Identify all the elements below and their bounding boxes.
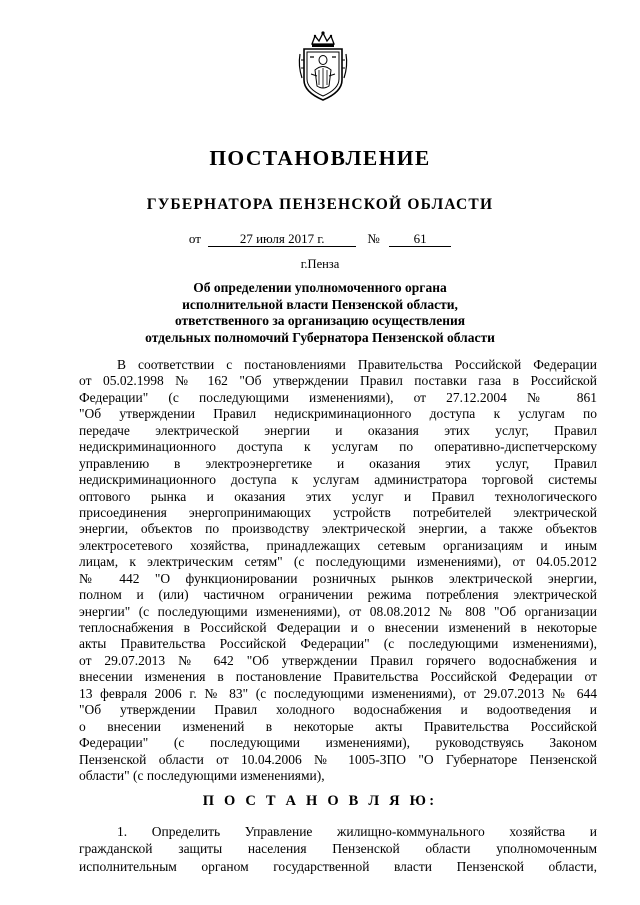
document-heading: [0, 280, 640, 346]
body-line: от 05.02.1998 № 162 "Об утверждении Правил поставки газа в Российской: [79, 373, 597, 389]
date-prefix: от: [188, 231, 201, 246]
body-line: "Об утверждении Правил холодного водоснабжения и водоотведения и: [79, 702, 597, 718]
body-line: полном и (или) частичном ограничении режима потребления электрической: [79, 587, 597, 603]
document-body: [79, 357, 597, 784]
item-line: гражданской защиты населения Пензенской области уполномоченным: [79, 841, 597, 857]
body-line: Федерации" (с последующими изменениями), руководствуясь Законом: [79, 735, 597, 751]
heading-line: ответственного за организацию осуществления: [174, 313, 466, 328]
body-line: теплоснабжения в Российской Федерации и о внесении изменений в некоторые: [79, 620, 597, 635]
document-title: ПОСТАНОВЛЕНИЕ: [209, 146, 431, 170]
body-line: о внесении изменений в некоторые акты Правительства Российской: [79, 718, 597, 734]
body-line: 13 февраля 2006 г. № 83" (с последующими изменениями), от 29.07.2013 № 644: [79, 685, 597, 701]
body-line: акты Правительства Российской Федерации" (с последующими изменениями),: [79, 636, 597, 652]
body-line: В соответствии с постановлениями Правительства Российской Федерации: [117, 357, 597, 372]
heading-line: исполнительной власти Пензенской области,: [182, 296, 458, 312]
body-line: № 442 "О функционировании розничных рынков электрической энергии,: [79, 570, 597, 586]
body-line: Пензенской области от 10.04.2006 № 1005-ЗПО "О Губернаторе Пензенской: [79, 751, 597, 767]
coat-of-arms-emblem: [296, 30, 350, 102]
body-line: Федерации" (с последующими изменениями), от 27.12.2004 № 861: [79, 389, 597, 405]
document-city: г.Пенза: [300, 257, 340, 271]
coat-of-arms-icon: [296, 30, 350, 102]
body-line: энергии" (с последующими изменениями), от 08.08.2012 № 808 "Об организации: [79, 603, 597, 619]
date-number-line: [0, 231, 640, 247]
number-prefix: №: [367, 231, 380, 246]
heading-line: отдельных полномочий Губернатора Пензенской области: [145, 329, 495, 345]
body-line: недискриминационного доступа к услугам по оперативно-диспетчерскому: [79, 439, 597, 455]
body-line: лицам, к электрическим сетям" (с последующими изменениями), от 04.05.2012: [79, 554, 597, 570]
document-number: 61: [389, 231, 451, 247]
item-line: 1. Определить Управление жилищно-коммунального хозяйства и: [117, 824, 597, 839]
body-line: передаче электрической энергии и оказания этих услуг, Правил: [79, 422, 597, 438]
document-date: 27 июля 2017 г.: [208, 231, 356, 247]
decree-word: П О С Т А Н О В Л Я Ю:: [202, 793, 438, 809]
body-line: электросетевого хозяйства, принадлежащих сетевым организациям и иным: [79, 537, 597, 553]
heading-line: Об определении уполномоченного органа: [193, 280, 447, 295]
body-line: от 29.07.2013 № 642 "Об утверждении Правил горячего водоснабжения и: [79, 652, 597, 668]
body-line: управлению в электроэнергетике и оказания этих услуг, Правил: [79, 455, 597, 471]
document-authority: ГУБЕРНАТОРА ПЕНЗЕНСКОЙ ОБЛАСТИ: [146, 196, 494, 213]
decree-item-1: [79, 823, 597, 875]
item-line: исполнительным органом государственной власти Пензенской области,: [79, 858, 597, 874]
body-line: области" (с последующими изменениями),: [79, 767, 325, 783]
body-line: присоединения энергопринимающих устройств потребителей электрической: [79, 504, 597, 520]
body-line: внесении изменения в постановление Правительства Российской Федерации от: [79, 669, 597, 685]
body-line: недискриминационного доступа к услугам администратора торговой системы: [79, 472, 597, 488]
body-line: оптового рынка и оказания этих услуг и Правил технологического: [79, 488, 597, 504]
body-line: "Об утверждении Правил недискриминационного доступа к услугам по: [79, 406, 597, 422]
body-line: энергии, объектов по производству электрической энергии, а также объектов: [79, 521, 597, 537]
